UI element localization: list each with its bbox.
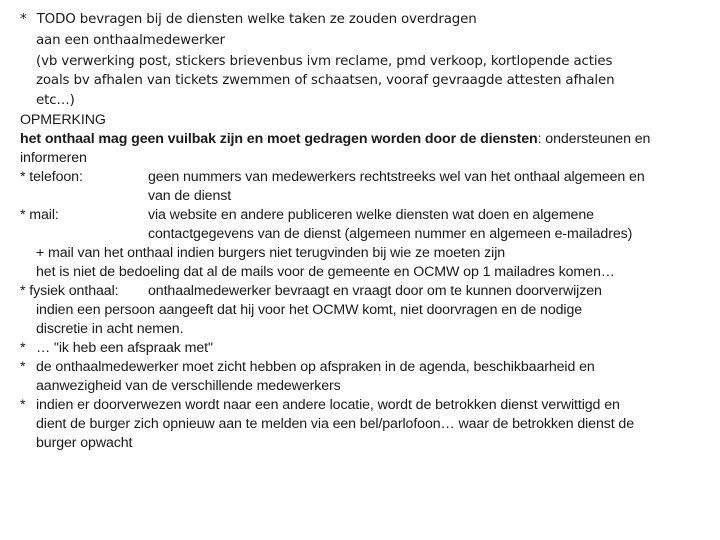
fysiek-line-2: indien een persoon aangeeft dat hij voor het OCMW komt, niet doorvragen en de nodige <box>36 302 583 318</box>
todo-bullet: * <box>20 12 27 27</box>
fysiek-line-3: discretie in acht nemen. <box>36 321 184 337</box>
opmerking-line-2: informeren <box>20 150 87 166</box>
doorverwezen-line-1: indien er doorverwezen wordt naar een andere locatie, wordt de betrokken dienst verwittigd en <box>36 397 620 413</box>
todo-line-1: bevragen bij de diensten welke taken ze zouden overdragen <box>79 12 477 27</box>
fysiek-label: * fysiek onthaal: <box>20 283 119 299</box>
mail-line-1: via website en andere publiceren welke diensten wat doen en algemene <box>148 207 594 223</box>
telefoon-line-1: geen nummers van medewerkers rechtstreeks wel van het onthaal algemeen en <box>148 169 645 185</box>
opmerking-heading: OPMERKING <box>20 112 106 128</box>
onthaalmedewerker-line-2: aanwezigheid van de verschillende medewerkers <box>36 378 341 394</box>
opmerking-rest: : ondersteunen en <box>537 131 651 147</box>
doorverwezen-line-2: dient de burger zich opnieuw aan te melden via een bel/parlofoon… waar de betrokken dienst de <box>36 416 635 432</box>
todo-keyword: TODO <box>36 12 76 27</box>
opmerking-line-1 <box>20 131 650 147</box>
mail-line-2: contactgegevens van de dienst (algemeen nummer en algemeen e-mailadres) <box>148 226 633 242</box>
todo-line-3: (vb verwerking post, stickers brievenbus ivm reclame, pmd verkoop, kortlopende acties <box>36 54 613 69</box>
onthaalmedewerker-bullet: * <box>20 359 26 375</box>
doorverwezen-line-3: burger opwacht <box>36 435 133 451</box>
telefoon-line-2: van de dienst <box>148 188 232 204</box>
mail-label: * mail: <box>20 207 59 223</box>
mail-line-3: + mail van het onthaal indien burgers niet terugvinden bij wie ze moeten zijn <box>36 245 506 261</box>
todo-line-5: etc…) <box>36 93 75 108</box>
telefoon-label: * telefoon: <box>20 169 83 185</box>
afspraak-text: … "ik heb een afspraak met" <box>36 340 213 356</box>
onthaalmedewerker-line-1: de onthaalmedewerker moet zicht hebben op afspraken in de agenda, beschikbaarheid en <box>36 359 595 375</box>
mail-line-4: het is niet de bedoeling dat al de mails voor de gemeente en OCMW op 1 mailadres komen… <box>36 264 615 280</box>
fysiek-line-1: onthaalmedewerker bevraagt en vraagt door om te kunnen doorverwijzen <box>148 283 602 299</box>
todo-item <box>20 12 477 27</box>
afspraak-bullet: * <box>20 340 26 356</box>
opmerking-bold-statement: het onthaal mag geen vuilbak zijn en moet gedragen worden door de diensten <box>20 131 538 147</box>
doorverwezen-bullet: * <box>20 397 26 413</box>
todo-line-2: aan een onthaalmedewerker <box>36 33 225 48</box>
todo-line-4: zoals bv afhalen van tickets zwemmen of schaatsen, vooraf gevraagde attesten afhalen <box>36 73 615 88</box>
